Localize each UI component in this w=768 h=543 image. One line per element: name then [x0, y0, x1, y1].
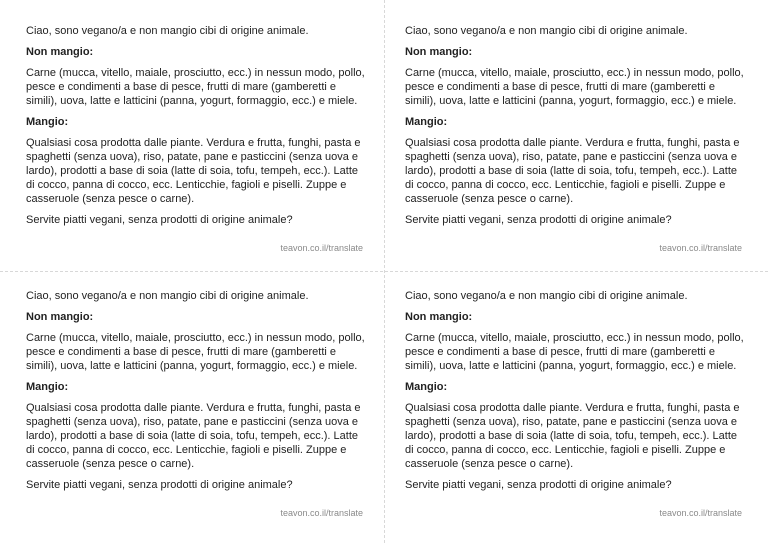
footer-link-bottom-left: teavon.co.il/translate	[280, 508, 363, 518]
translation-card-bottom-left	[26, 289, 368, 492]
eat-heading: Mangio:	[405, 381, 448, 393]
dont-eat-text: Carne (mucca, vitello, maiale, prosciutto, ecc.) in nessun modo, pollo, pesce e condimenti a base di pesce, frutti di mare (gamberetti e simili), uova, latte e latticini (panna, yogurt, formaggio, ecc.) e miele.	[26, 67, 365, 107]
footer-link-top-left: teavon.co.il/translate	[280, 243, 363, 253]
translation-card-bottom-right	[405, 289, 747, 492]
translation-card-top-right	[405, 24, 747, 227]
eat-text: Qualsiasi cosa prodotta dalle piante. Verdura e frutta, funghi, pasta e spaghetti (senza uova), riso, patate, pane e pasticcini (senza uova e lardo), prodotti a base di soia (latte di soia, tofu, tempeh, ecc.). Latte di cocco, panna di cocco, ecc. Lenticchie, fagioli e piselli. Zuppe e casseruole (senza pesce o carne).	[26, 402, 361, 470]
translation-card-top-left	[26, 24, 368, 227]
question-text: Servite piatti vegani, senza prodotti di origine animale?	[26, 479, 293, 491]
dont-eat-heading: Non mangio:	[26, 46, 94, 58]
eat-heading: Mangio:	[26, 381, 69, 393]
footer-link-bottom-right: teavon.co.il/translate	[659, 508, 742, 518]
eat-heading: Mangio:	[26, 116, 69, 128]
question-text: Servite piatti vegani, senza prodotti di origine animale?	[405, 479, 672, 491]
dont-eat-heading: Non mangio:	[405, 311, 473, 323]
intro-text: Ciao, sono vegano/a e non mangio cibi di origine animale.	[405, 290, 688, 302]
footer-link-top-right: teavon.co.il/translate	[659, 243, 742, 253]
dont-eat-heading: Non mangio:	[405, 46, 473, 58]
question-text: Servite piatti vegani, senza prodotti di origine animale?	[405, 214, 672, 226]
eat-heading: Mangio:	[405, 116, 448, 128]
dont-eat-text: Carne (mucca, vitello, maiale, prosciutto, ecc.) in nessun modo, pollo, pesce e condimenti a base di pesce, frutti di mare (gamberetti e simili), uova, latte e latticini (panna, yogurt, formaggio, ecc.) e miele.	[405, 67, 744, 107]
question-text: Servite piatti vegani, senza prodotti di origine animale?	[26, 214, 293, 226]
dont-eat-heading: Non mangio:	[26, 311, 94, 323]
intro-text: Ciao, sono vegano/a e non mangio cibi di origine animale.	[26, 290, 309, 302]
intro-text: Ciao, sono vegano/a e non mangio cibi di origine animale.	[405, 25, 688, 37]
dont-eat-text: Carne (mucca, vitello, maiale, prosciutto, ecc.) in nessun modo, pollo, pesce e condimenti a base di pesce, frutti di mare (gamberetti e simili), uova, latte e latticini (panna, yogurt, formaggio, ecc.) e miele.	[405, 332, 744, 372]
eat-text: Qualsiasi cosa prodotta dalle piante. Verdura e frutta, funghi, pasta e spaghetti (senza uova), riso, patate, pane e pasticcini (senza uova e lardo), prodotti a base di soia (latte di soia, tofu, tempeh, ecc.). Latte di cocco, panna di cocco, ecc. Lenticchie, fagioli e piselli. Zuppe e casseruole (senza pesce o carne).	[405, 137, 740, 205]
intro-text: Ciao, sono vegano/a e non mangio cibi di origine animale.	[26, 25, 309, 37]
dont-eat-text: Carne (mucca, vitello, maiale, prosciutto, ecc.) in nessun modo, pollo, pesce e condimenti a base di pesce, frutti di mare (gamberetti e simili), uova, latte e latticini (panna, yogurt, formaggio, ecc.) e miele.	[26, 332, 365, 372]
horizontal-cut-line	[0, 271, 768, 272]
eat-text: Qualsiasi cosa prodotta dalle piante. Verdura e frutta, funghi, pasta e spaghetti (senza uova), riso, patate, pane e pasticcini (senza uova e lardo), prodotti a base di soia (latte di soia, tofu, tempeh, ecc.). Latte di cocco, panna di cocco, ecc. Lenticchie, fagioli e piselli. Zuppe e casseruole (senza pesce o carne).	[405, 402, 740, 470]
eat-text: Qualsiasi cosa prodotta dalle piante. Verdura e frutta, funghi, pasta e spaghetti (senza uova), riso, patate, pane e pasticcini (senza uova e lardo), prodotti a base di soia (latte di soia, tofu, tempeh, ecc.). Latte di cocco, panna di cocco, ecc. Lenticchie, fagioli e piselli. Zuppe e casseruole (senza pesce o carne).	[26, 137, 361, 205]
